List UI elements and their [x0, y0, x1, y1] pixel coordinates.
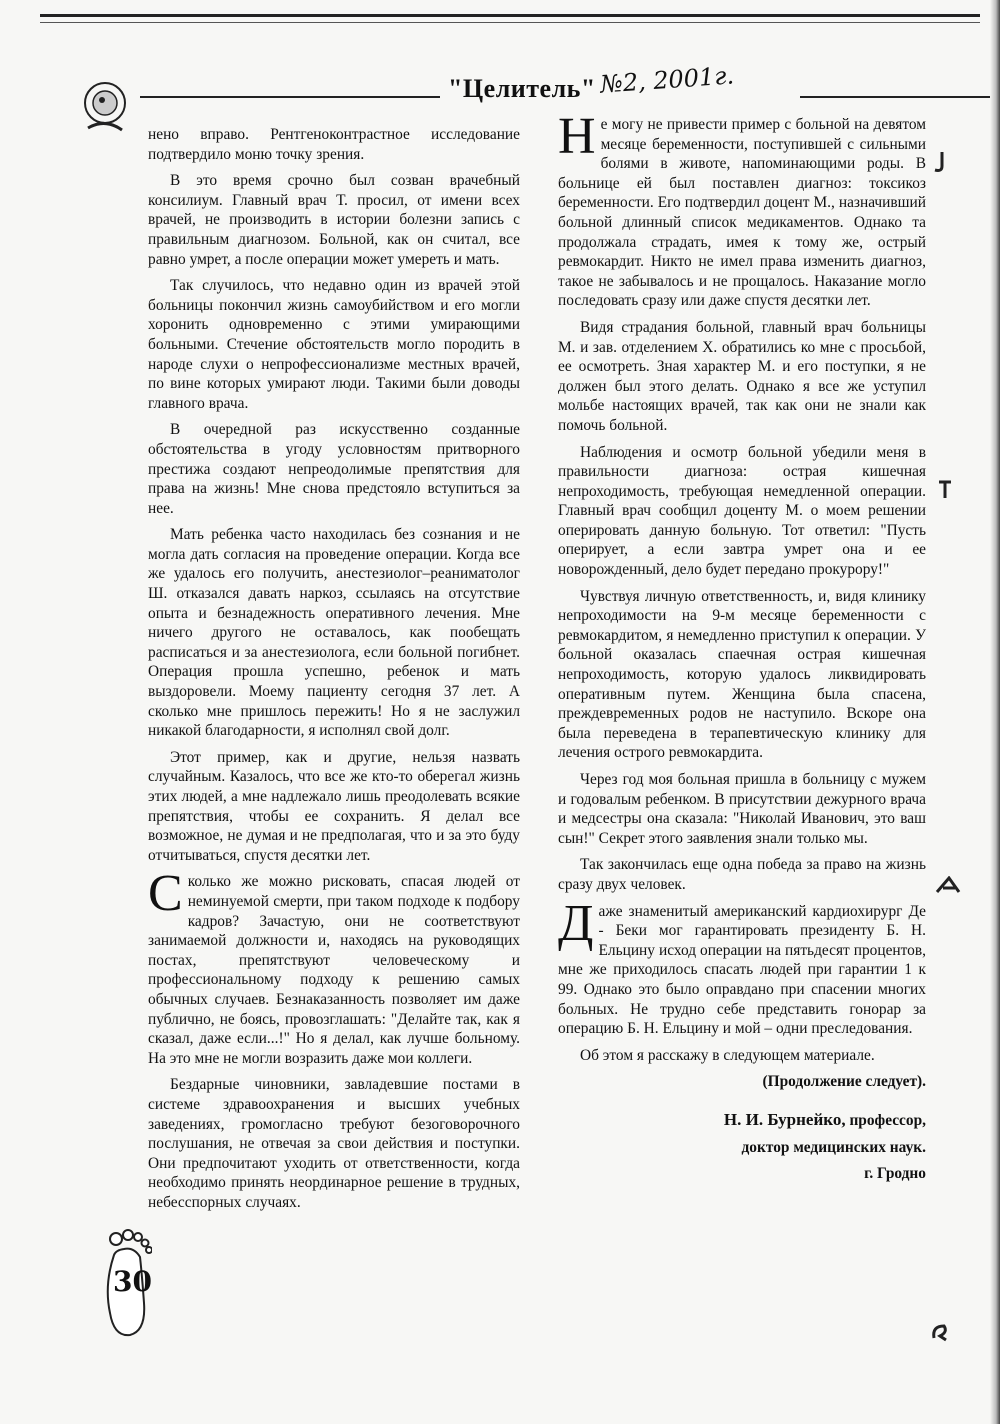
scan-edge-line [40, 22, 980, 23]
paragraph-drop-cap [558, 894, 926, 1039]
header-rule-right [800, 96, 990, 98]
margin-mark-icon [930, 1322, 950, 1342]
paragraph: Бездарные чиновники, завладевшие постами в системе здравоохранения и высших учебных заведениях, громогласно требуют безоговорочного послушания, не отвечая за свои действия и поступки. Они предпочитают уходить от ответственности, когда необходимо принять неординарное решение в трудных, небесспорных случаях. [148, 1076, 520, 1211]
margin-mark-icon [935, 876, 961, 896]
paragraph-text: е могу не привести пример с больной на девятом месяце беременности, поступившей с сильными болями в животе, напоминающими роды. В больнице ей был поставлен диагноз: токсикоз беременности. Его подтвердил доцент М., назначивший больной длинный список медикаментов. Однако та продолжала страдать, имея к тому же, острый ревмокардит. Никто не имел права изменить диагноз, такое не забывалось и не прощалось. Наказание могло последовать сразу или даже спустя десятки лет. [558, 116, 926, 310]
paragraph: Так закончилась еще одна победа за право на жизнь сразу двух человек. [558, 856, 926, 893]
author-city: г. Гродно [864, 1165, 926, 1183]
journal-title: "Целитель" [448, 74, 596, 103]
paragraph: Через год моя больная пришла в больницу с мужем и годовалым ребенком. В присутствии дежурного врача и медсестры она сказала: "Николай Иванович, это ваш сын!" Секрет этого заявления знали только мы. [558, 771, 926, 847]
continued-note: (Продолжение следует). [762, 1073, 926, 1091]
page-number: 30 [113, 1265, 152, 1298]
margin-mark-icon [930, 150, 950, 174]
paragraph: Так случилось, что недавно один из врачей этой больницы покончил жизнь самоубийством и его могли хоронить одновременно с этими умирающими больными. Стечение обстоятельств могло породить в народе слухи о непрофессионализме местных врачей, по вине которых умирают люди. Такими были доводы главного врача. [148, 277, 520, 412]
paragraph: Наблюдения и осмотр больной убедили меня в правильности диагноза: острая кишечная непроходимость, требующая немедленной операции. Главный врач сообщил доценту М. о моем решении оперировать данную больную. Тот ответил: "Пусть оперирует, а если завтра умрет она и ее новорожденный, дело будет передано прокурору!" [558, 443, 926, 579]
header-rule-left [140, 96, 440, 98]
drop-cap: Н [558, 108, 596, 165]
scan-edge-right [990, 0, 1000, 1424]
paragraph-drop-cap [148, 865, 520, 1068]
drop-cap: Д [558, 894, 594, 952]
paragraph: В это время срочно был созван врачебный консилиум. Главный врач Т. просил, от имени всех врачей, не производить в истории болезни запись с правильным диагнозом. Больной, как он считал, все равно умрет, а после операции может умереть и мать. [148, 172, 520, 268]
paragraph: Видя страдания больной, главный врач больницы М. и зав. отделением Х. обратились ко мне с просьбой, ее осмотреть. Зная характер М. и его поступки, я не должен был этого делать. Однако я все же уступил мольбе настоящих врачей, так как они не знали как помочь больной. [558, 318, 926, 434]
journal-logo-icon [80, 78, 130, 138]
paragraph: нено вправо. Рентгеноконтрастное исследование подтвердило моню точку зрения. [148, 126, 520, 163]
scan-edge-top [40, 14, 980, 17]
paragraph: Этот пример, как и другие, нельзя назвать случайным. Казалось, что все же кто-то оберегал жизнь этих людей, а мне надлежало лишь преодолевать всякие препятствия, чтобы ее сохранить. Я делал все возможное, не думая и не предполагая, что и за это буду отчитываться, спустя десятки лет. [148, 748, 520, 864]
right-column [558, 108, 926, 1191]
paragraph: Чувствуя личную ответственность, и, видя клинику непроходимости на 9-м месяце беременности с ревмокардитом, я немедленно приступил к операции. У больной оказалась спаечная острая кишечная непроходимость, которую удалось ликвидировать оперативным путем. Женщина была спасена, преждевременных родов не наступило. Вскоре она была переведена в терапевтическую клинику для лечения острого ревмокардита. [558, 587, 926, 762]
author-degree: доктор медицинских наук. [741, 1138, 926, 1156]
author-name: Н. И. Бурнейко, [723, 1109, 846, 1129]
author-title: профессор, [849, 1111, 926, 1129]
paragraph: Мать ребенка часто находилась без сознания и не могла дать согласия на проведение операции. Когда все же удалось его получить, анестезиолог–реаниматолог Ш. отказался давать наркоз, ссылаясь на отсутствие опыта и безнадежность оперативного лечения. Мне ничего другого не оставалось, как пообещать расписаться и за анестезиолога, если больной погибнет. Операция прошла успешно, ребенок и мать выздоровели. Моему пациенту сегодня 37 лет. А сколько мне пришлось пережить! Но я не заслужил никакой благодарности, я исполнял свой долг. [148, 526, 520, 740]
author-signature [558, 1110, 926, 1131]
left-column [148, 125, 520, 1219]
drop-cap: С [148, 865, 183, 923]
running-header [130, 60, 940, 120]
paragraph: В очередной раз искусственно созданные обстоятельства в угоду условностям притворного престижа создают непреодолимые препятствия для права на жизнь! Мне снова предстояло вступиться за нее. [148, 421, 520, 517]
paragraph-drop-cap [558, 108, 926, 311]
paragraph-text: аже знаменитый американский кардиохирург Де - Беки мог гарантировать президенту Б. Н. Ельцину исход операции на пятьдесят процентов, мне же приходилось спасать людей при гарантии 1 к 99. Однако это было оправдано при спасении многих больных. Не трудно себе представить гонорар за операцию Б. Н. Ельцину и мой – одни преследования. [558, 902, 926, 1038]
margin-mark-icon [935, 478, 955, 502]
paragraph-text: колько же можно рисковать, спасая людей от неминуемой смерти, при таком подходе к подбору кадров? Зачастую, они не соответствуют занимаемой должности и, находясь на руководящих постах, препятствуют человеческому и профессиональному подходу к решению самых обычных случаев. Безнаказанность позволяет им даже публично, не боясь, провозглашать: "Делайте так, как я сказал, даже если...!" Но я делал, как лучше больному. На это мне не могли возразить даже мои коллеги. [148, 873, 520, 1067]
issue-handwritten: №2, 2001г. [599, 61, 735, 99]
paragraph: Об этом я расскажу в следующем материале. [580, 1046, 875, 1064]
